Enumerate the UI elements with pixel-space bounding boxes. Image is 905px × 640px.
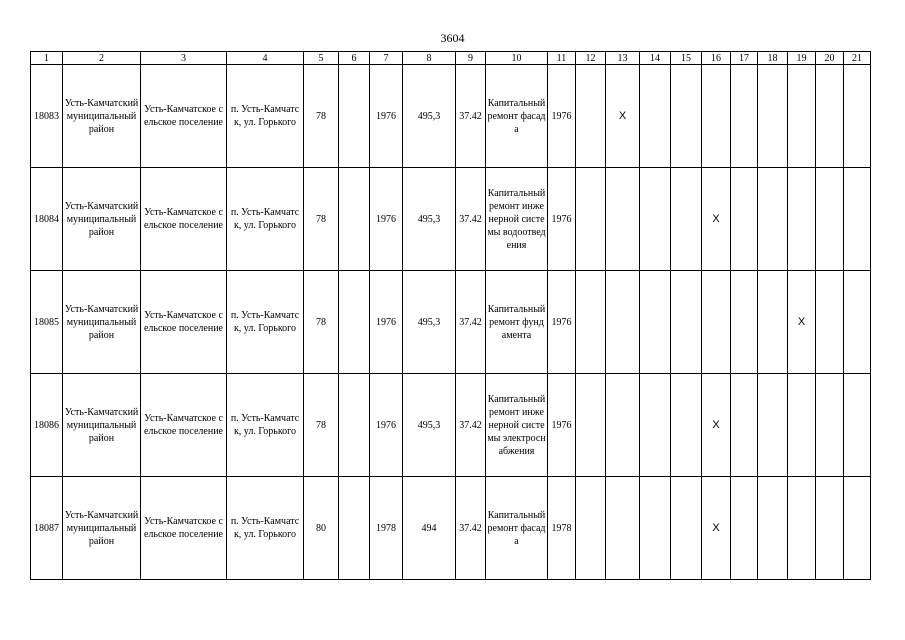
mark-cell <box>758 168 788 271</box>
mark-cell <box>731 374 758 477</box>
mark-cell <box>576 168 606 271</box>
mark-cell <box>606 477 640 580</box>
work-year-cell: 1976 <box>548 271 576 374</box>
column-number: 15 <box>671 52 702 65</box>
mark-cell <box>671 271 702 374</box>
mark-cell <box>702 65 731 168</box>
district-cell: Усть-Камчатский муниципальный район <box>63 168 141 271</box>
mark-cell <box>758 374 788 477</box>
work-year-cell: 1976 <box>548 168 576 271</box>
table-row <box>31 65 871 168</box>
column-number: 3 <box>141 52 227 65</box>
mark-cell <box>671 65 702 168</box>
record-id: 18084 <box>31 168 63 271</box>
mark-cell <box>576 65 606 168</box>
column-number: 19 <box>788 52 816 65</box>
settlement-cell: Усть-Камчатское сельское поселение <box>141 168 227 271</box>
mark-cell: X <box>788 271 816 374</box>
year-cell: 1976 <box>370 374 403 477</box>
column-number: 10 <box>486 52 548 65</box>
empty-cell <box>339 374 370 477</box>
mark-cell <box>640 168 671 271</box>
mark-cell <box>731 477 758 580</box>
mark-cell: X <box>702 168 731 271</box>
settlement-cell: Усть-Камчатское сельское поселение <box>141 374 227 477</box>
mark-cell <box>640 477 671 580</box>
area-cell: 495,3 <box>403 65 456 168</box>
mark-cell <box>606 168 640 271</box>
work-year-cell: 1976 <box>548 65 576 168</box>
settlement-cell: Усть-Камчатское сельское поселение <box>141 65 227 168</box>
mark-cell <box>788 168 816 271</box>
year-cell: 1976 <box>370 65 403 168</box>
value-cell: 37.42 <box>456 271 486 374</box>
house-cell: 78 <box>304 168 339 271</box>
value-cell: 37.42 <box>456 65 486 168</box>
mark-cell <box>844 374 871 477</box>
house-cell: 80 <box>304 477 339 580</box>
mark-cell <box>816 374 844 477</box>
house-cell: 78 <box>304 65 339 168</box>
empty-cell <box>339 168 370 271</box>
column-number: 21 <box>844 52 871 65</box>
page-number: 3604 <box>440 31 465 45</box>
mark-cell <box>788 374 816 477</box>
value-cell: 37.42 <box>456 374 486 477</box>
column-number: 1 <box>31 52 63 65</box>
record-id: 18087 <box>31 477 63 580</box>
record-id: 18085 <box>31 271 63 374</box>
area-cell: 495,3 <box>403 374 456 477</box>
mark-cell <box>844 477 871 580</box>
record-id: 18086 <box>31 374 63 477</box>
mark-cell: X <box>702 374 731 477</box>
mark-cell: X <box>702 477 731 580</box>
mark-cell <box>816 477 844 580</box>
mark-cell <box>844 65 871 168</box>
column-number: 9 <box>456 52 486 65</box>
mark-cell <box>816 168 844 271</box>
column-number: 11 <box>548 52 576 65</box>
mark-cell <box>671 374 702 477</box>
mark-cell <box>671 168 702 271</box>
address-cell: п. Усть-Камчатск, ул. Горького <box>227 271 304 374</box>
mark-cell <box>816 65 844 168</box>
house-cell: 78 <box>304 271 339 374</box>
table-row <box>31 477 871 580</box>
column-number: 4 <box>227 52 304 65</box>
address-cell: п. Усть-Камчатск, ул. Горького <box>227 477 304 580</box>
value-cell: 37.42 <box>456 168 486 271</box>
column-number: 5 <box>304 52 339 65</box>
year-cell: 1976 <box>370 168 403 271</box>
mark-cell: X <box>606 65 640 168</box>
column-number: 18 <box>758 52 788 65</box>
area-cell: 494 <box>403 477 456 580</box>
mark-cell <box>731 271 758 374</box>
mark-cell <box>606 271 640 374</box>
empty-cell <box>339 477 370 580</box>
column-number: 14 <box>640 52 671 65</box>
settlement-cell: Усть-Камчатское сельское поселение <box>141 271 227 374</box>
value-cell: 37.42 <box>456 477 486 580</box>
district-cell: Усть-Камчатский муниципальный район <box>63 374 141 477</box>
mark-cell <box>640 65 671 168</box>
mark-cell <box>731 168 758 271</box>
address-cell: п. Усть-Камчатск, ул. Горького <box>227 374 304 477</box>
work-type-cell: Капитальный ремонт инженерной системы водоотведения <box>486 168 548 271</box>
house-cell: 78 <box>304 374 339 477</box>
register-table <box>30 51 871 580</box>
mark-cell <box>731 65 758 168</box>
mark-cell <box>788 477 816 580</box>
mark-cell <box>671 477 702 580</box>
work-type-cell: Капитальный ремонт инженерной системы электроснабжения <box>486 374 548 477</box>
work-year-cell: 1978 <box>548 477 576 580</box>
mark-cell <box>702 271 731 374</box>
mark-cell <box>844 271 871 374</box>
empty-cell <box>339 65 370 168</box>
column-number: 2 <box>63 52 141 65</box>
column-number: 13 <box>606 52 640 65</box>
column-number: 8 <box>403 52 456 65</box>
mark-cell <box>758 271 788 374</box>
year-cell: 1978 <box>370 477 403 580</box>
mark-cell <box>576 374 606 477</box>
column-number-row <box>31 52 871 65</box>
mark-cell <box>816 271 844 374</box>
mark-cell <box>758 65 788 168</box>
mark-cell <box>788 65 816 168</box>
column-number: 7 <box>370 52 403 65</box>
table-row <box>31 168 871 271</box>
work-type-cell: Капитальный ремонт фундамента <box>486 271 548 374</box>
mark-cell <box>640 374 671 477</box>
table-row <box>31 374 871 477</box>
district-cell: Усть-Камчатский муниципальный район <box>63 65 141 168</box>
column-number: 17 <box>731 52 758 65</box>
mark-cell <box>640 271 671 374</box>
district-cell: Усть-Камчатский муниципальный район <box>63 477 141 580</box>
work-year-cell: 1976 <box>548 374 576 477</box>
year-cell: 1976 <box>370 271 403 374</box>
area-cell: 495,3 <box>403 168 456 271</box>
column-number: 12 <box>576 52 606 65</box>
column-number: 6 <box>339 52 370 65</box>
mark-cell <box>758 477 788 580</box>
settlement-cell: Усть-Камчатское сельское поселение <box>141 477 227 580</box>
mark-cell <box>606 374 640 477</box>
district-cell: Усть-Камчатский муниципальный район <box>63 271 141 374</box>
record-id: 18083 <box>31 65 63 168</box>
address-cell: п. Усть-Камчатск, ул. Горького <box>227 168 304 271</box>
column-number: 20 <box>816 52 844 65</box>
work-type-cell: Капитальный ремонт фасада <box>486 65 548 168</box>
area-cell: 495,3 <box>403 271 456 374</box>
table-row <box>31 271 871 374</box>
work-type-cell: Капитальный ремонт фасада <box>486 477 548 580</box>
mark-cell <box>844 168 871 271</box>
mark-cell <box>576 477 606 580</box>
address-cell: п. Усть-Камчатск, ул. Горького <box>227 65 304 168</box>
empty-cell <box>339 271 370 374</box>
mark-cell <box>576 271 606 374</box>
column-number: 16 <box>702 52 731 65</box>
